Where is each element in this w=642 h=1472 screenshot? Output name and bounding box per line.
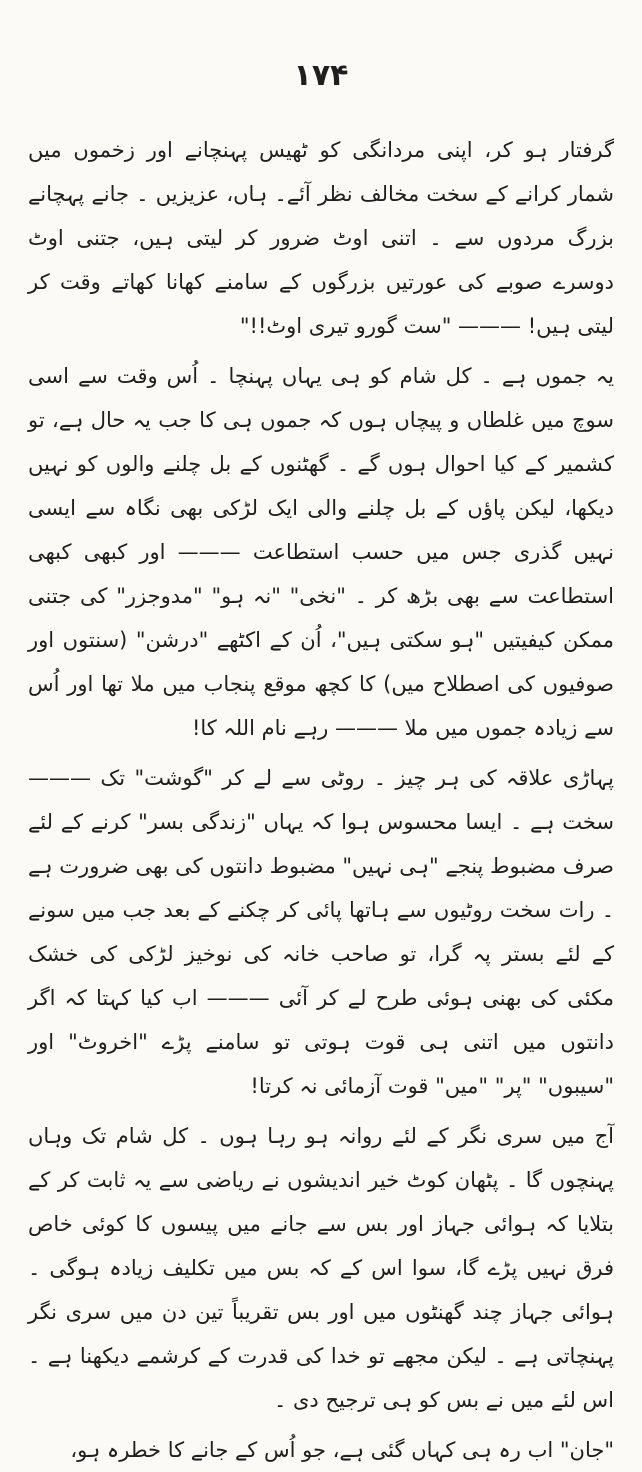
paragraph-1: گرفتار ہو کر، اپنی مردانگی کو ٹھیس پہنچانے اور زخموں میں شمار کرانے کے سخت مخالف نظر آئے۔ ہاں، عزیزیں ۔ جانے پہچانے بزرگ مردوں سے ۔ اتنی اوٹ ضرور کر لیتی ہیں، جتنی اوٹ دوسرے صوبے کی عورتیں بزرگوں کے سامنے کھانا کھاتے وقت کر لیتی ہیں! ——— "ست گورو تیری اوٹ!!"	[28, 138, 614, 338]
paragraph-4: آج میں سری نگر کے لئے روانہ ہو رہا ہوں ۔ کل شام تک وہاں پہنچوں گا ۔ پٹھان کوٹ خیر اندیشوں نے ریاضی سے یہ ثابت کر کے بتلایا کہ ہوائی جہاز اور بس سے جانے میں پیسوں کا کوئی خاص فرق نہیں پڑے گا، سوا اس کے کہ بس میں تکلیف زیادہ ہوگی ۔ ہوائی جہاز چند گھنٹوں میں اور بس تقریباً تین دن میں سری نگر پہنچاتی ہے ۔ لیکن مجھے تو خدا کی قدرت کے کرشمے دیکھنا ہے ۔ اس لئے میں نے بس کو ہی ترجیح دی ۔	[28, 1124, 614, 1412]
page-number: ۱۷۴	[293, 58, 349, 93]
paragraph-2: یہ جموں ہے ۔ کل شام کو ہی یہاں پہنچا ۔ اُس وقت سے اسی سوچ میں غلطاں و پیچاں ہوں کہ جموں ہی کا جب یہ حال ہے، تو کشمیر کے کیا احوال ہوں گے ۔ گھٹنوں کے بل چلنے والوں کو نہیں دیکھا، لیکن پاؤں کے بل چلنے والی ایک لڑکی بھی نگاہ سے ایسی نہیں گذری جس میں حسب استطاعت ——— اور کبھی کبھی استطاعت سے بھی بڑھ کر ۔ "نخی" "نہ ہو" "مدوجزر" کی جتنی ممکن کیفیتیں "ہو سکتی ہیں"، اُن کے اکٹھے "درشن" (سنتوں اور صوفیوں کی اصطلاح میں) کا کچھ موقع پنجاب میں ملا تھا اور اُس سے زیادہ جموں میں ملا ——— رہے نام اللہ کا!	[28, 364, 614, 740]
body-text	[28, 128, 614, 1472]
paragraph-5: "جان" اب رہ ہی کہاں گئی ہے، جو اُس کے جانے کا خطرہ ہو،	[70, 1438, 614, 1462]
paragraph-3: پہاڑی علاقہ کی ہر چیز ۔ روٹی سے لے کر "گوشت" تک ——— سخت ہے ۔ ایسا محسوس ہوا کہ یہاں "زندگی بسر" کرنے کے لئے صرف مضبوط پنجے "ہی نہیں" مضبوط دانتوں کی بھی ضرورت ہے ۔ رات سخت روٹیوں سے ہاتھا پائی کر چکنے کے بعد جب میں سونے کے لئے بستر پہ گرا، تو صاحب خانہ کی نوخیز لڑکی کی خشک مکئی کی بھنی ہوئی طرح لے کر آئی ——— اب کیا کہتا کہ اگر دانتوں میں اتنی ہی قوت ہوتی تو سامنے پڑے "اخروٹ" اور "سیبوں" "پر" "میں" قوت آزمائی نہ کرتا!	[28, 766, 614, 1098]
